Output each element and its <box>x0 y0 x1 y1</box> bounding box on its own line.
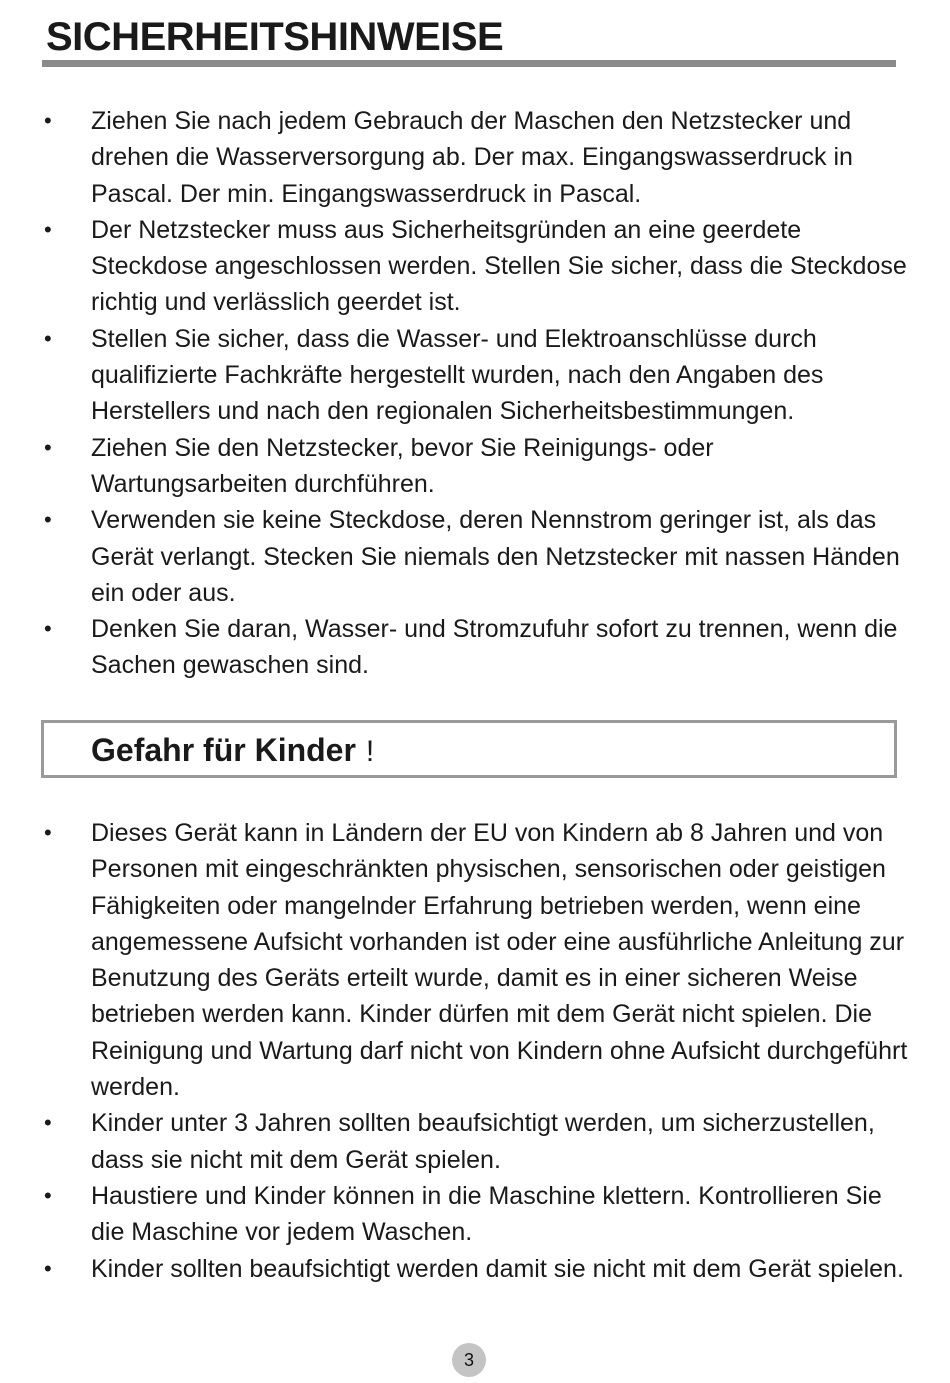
list-item-text: Dieses Gerät kann in Ländern der EU von Kindern ab 8 Jahren und von Personen mit eingeschränkten physischen, sensorischen oder geistigen Fähigkeiten oder mangelnder Erfahrung betrieben werden, wenn eine angemessene Aufsicht vorhanden ist oder eine ausführliche Anleitung zur Benutzung des Geräts erteilt wurde, damit es in einer sicheren Weise betrieben werden kann. Kinder dürfen mit dem Gerät nicht spielen. Die Reinigung und Wartung darf nicht von Kindern ohne Aufsicht durchgeführt werden. <box>91 819 908 1102</box>
list-item <box>0 1251 950 1287</box>
list-item-text: Stellen Sie sicher, dass die Wasser- und Elektroanschlüsse durch qualifizierte Fachkräfte hergestellt wurden, nach den Angaben des Herstellers und nach den regionalen Sicherheitsbestimmungen. <box>91 324 824 426</box>
bullet-icon: • <box>44 616 52 642</box>
bullet-icon: • <box>44 820 52 845</box>
list-item <box>0 815 950 1105</box>
list-item <box>0 430 950 503</box>
bullet-icon: • <box>44 1110 52 1136</box>
bullet-icon: • <box>44 507 52 533</box>
list-item <box>0 611 950 684</box>
list-item-text: Der Netzstecker muss aus Sicherheitsgründen an eine geerdete Steckdose angeschlossen werden. Stellen Sie sicher, dass die Steckdose richtig und verlässlich geerdet ist. <box>91 215 907 317</box>
children-safety-list <box>0 815 950 1287</box>
list-item-text: Kinder sollten beaufsichtigt werden damit sie nicht mit dem Gerät spielen. <box>91 1254 904 1283</box>
list-item-text: Ziehen Sie den Netzstecker, bevor Sie Reinigungs- oder Wartungsarbeiten durchführen. <box>91 433 714 498</box>
list-item <box>0 321 950 430</box>
list-item <box>0 212 950 321</box>
children-warning-box <box>41 720 897 778</box>
bullet-icon: • <box>44 1255 52 1281</box>
safety-instructions-list <box>0 103 950 684</box>
page-title: SICHERHEITSHINWEISE <box>46 15 504 59</box>
list-item <box>0 103 950 212</box>
list-item-text: Kinder unter 3 Jahren sollten beaufsichtigt werden, um sicherzustellen, dass sie nicht mit dem Gerät spielen. <box>91 1109 875 1174</box>
list-item <box>0 1178 950 1251</box>
title-underline <box>42 60 896 67</box>
bullet-icon: • <box>44 216 52 242</box>
exclamation-mark: ! <box>365 735 375 768</box>
section-heading-text: Gefahr für Kinder <box>91 732 356 768</box>
bullet-icon: • <box>44 434 52 460</box>
list-item-text: Ziehen Sie nach jedem Gebrauch der Maschen den Netzstecker und drehen die Wasserversorgung ab. Der max. Eingangswasserdruck in Pascal. Der min. Eingangswasserdruck in Pascal. <box>91 107 853 208</box>
page-number-badge: 3 <box>452 1343 486 1377</box>
list-item-text: Haustiere und Kinder können in die Maschine klettern. Kontrollieren Sie die Maschine vor jedem Waschen. <box>91 1181 882 1247</box>
list-item <box>0 1105 950 1178</box>
list-item <box>0 502 950 611</box>
bullet-icon: • <box>44 108 52 133</box>
bullet-icon: • <box>44 1182 52 1208</box>
list-item-text: Verwenden sie keine Steckdose, deren Nennstrom geringer ist, als das Gerät verlangt. Stecken Sie niemals den Netzstecker mit nassen Händen ein oder aus. <box>91 506 900 607</box>
list-item-text: Denken Sie daran, Wasser- und Stromzufuhr sofort zu trennen, wenn die Sachen gewaschen sind. <box>91 615 898 680</box>
section-heading <box>91 729 374 773</box>
bullet-icon: • <box>44 325 52 351</box>
